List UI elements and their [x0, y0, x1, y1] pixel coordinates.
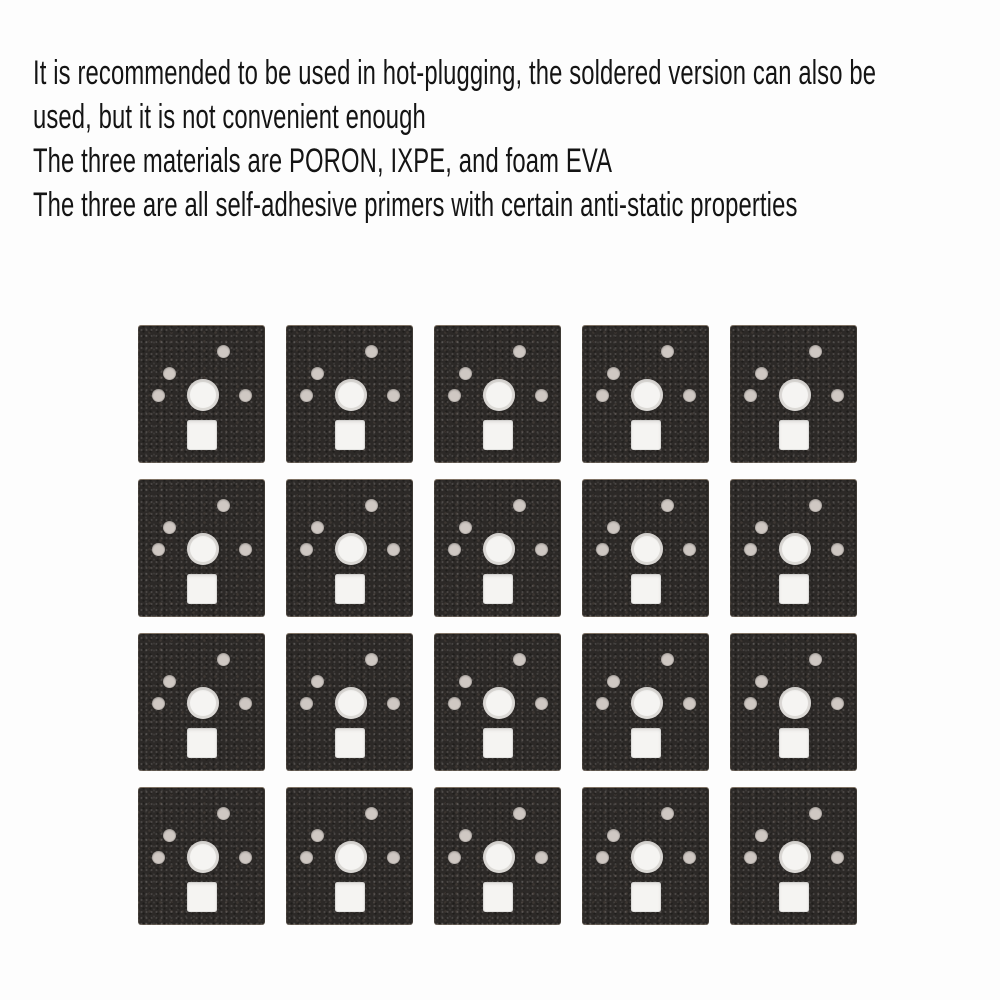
socket-square-hole	[483, 728, 513, 758]
center-post-hole	[779, 687, 811, 719]
pin-hole	[448, 389, 461, 402]
description-line: It is recommended to be used in hot-plugging, the soldered version can also be	[33, 54, 877, 92]
foam-pad	[286, 787, 413, 925]
pin-hole	[809, 653, 822, 666]
pin-hole	[152, 389, 165, 402]
socket-square-hole	[483, 420, 513, 450]
pin-hole	[683, 851, 696, 864]
center-post-hole	[631, 687, 663, 719]
pin-hole	[607, 367, 620, 380]
socket-square-hole	[779, 420, 809, 450]
pin-hole	[311, 521, 324, 534]
pin-hole	[596, 389, 609, 402]
pin-hole	[448, 543, 461, 556]
center-post-hole	[187, 841, 219, 873]
foam-pad	[138, 479, 265, 617]
pin-hole	[661, 653, 674, 666]
pin-hole	[535, 697, 548, 710]
socket-square-hole	[187, 728, 217, 758]
center-post-hole	[483, 533, 515, 565]
pin-hole	[607, 521, 620, 534]
pin-hole	[365, 499, 378, 512]
pin-hole	[744, 851, 757, 864]
foam-pad	[582, 633, 709, 771]
pin-hole	[459, 829, 472, 842]
foam-pad	[730, 633, 857, 771]
pin-hole	[163, 521, 176, 534]
pin-hole	[513, 345, 526, 358]
pin-hole	[459, 367, 472, 380]
description-line: The three materials are PORON, IXPE, and foam EVA	[33, 142, 613, 180]
socket-square-hole	[631, 882, 661, 912]
socket-square-hole	[483, 574, 513, 604]
socket-square-hole	[631, 728, 661, 758]
foam-pad	[434, 325, 561, 463]
pin-hole	[831, 389, 844, 402]
pin-hole	[387, 543, 400, 556]
pin-hole	[239, 697, 252, 710]
pin-hole	[163, 367, 176, 380]
pin-hole	[365, 345, 378, 358]
pin-hole	[239, 851, 252, 864]
center-post-hole	[631, 379, 663, 411]
foam-pad	[138, 633, 265, 771]
product-description	[33, 51, 876, 227]
pin-hole	[448, 851, 461, 864]
socket-square-hole	[187, 882, 217, 912]
pin-hole	[365, 653, 378, 666]
pin-hole	[535, 851, 548, 864]
socket-square-hole	[631, 574, 661, 604]
pin-hole	[163, 675, 176, 688]
pin-hole	[300, 543, 313, 556]
pin-hole	[448, 697, 461, 710]
pin-hole	[217, 653, 230, 666]
center-post-hole	[483, 379, 515, 411]
foam-pad	[286, 633, 413, 771]
center-post-hole	[779, 379, 811, 411]
foam-pad	[434, 787, 561, 925]
pin-hole	[387, 697, 400, 710]
foam-pad	[582, 325, 709, 463]
pin-hole	[535, 389, 548, 402]
pin-hole	[239, 389, 252, 402]
pin-hole	[683, 697, 696, 710]
pin-hole	[755, 675, 768, 688]
pin-hole	[607, 675, 620, 688]
center-post-hole	[335, 379, 367, 411]
pin-hole	[365, 807, 378, 820]
pin-hole	[809, 807, 822, 820]
pin-hole	[744, 697, 757, 710]
socket-square-hole	[335, 728, 365, 758]
foam-pad	[730, 479, 857, 617]
pin-hole	[311, 367, 324, 380]
pin-hole	[755, 829, 768, 842]
pin-hole	[163, 829, 176, 842]
pin-hole	[809, 345, 822, 358]
pin-hole	[661, 807, 674, 820]
pin-hole	[831, 697, 844, 710]
pin-hole	[152, 851, 165, 864]
pin-hole	[744, 543, 757, 556]
foam-pad	[434, 479, 561, 617]
center-post-hole	[483, 687, 515, 719]
pin-hole	[387, 389, 400, 402]
pin-hole	[311, 675, 324, 688]
pin-hole	[744, 389, 757, 402]
pin-hole	[300, 697, 313, 710]
pin-hole	[513, 499, 526, 512]
pad-grid	[138, 325, 857, 925]
pin-hole	[831, 543, 844, 556]
description-line: The three are all self-adhesive primers with certain anti-static properties	[33, 186, 798, 224]
pin-hole	[217, 345, 230, 358]
pin-hole	[755, 521, 768, 534]
pin-hole	[459, 675, 472, 688]
description-line: used, but it is not convenient enough	[33, 98, 426, 136]
pin-hole	[596, 697, 609, 710]
pin-hole	[661, 345, 674, 358]
pin-hole	[513, 653, 526, 666]
center-post-hole	[335, 687, 367, 719]
socket-square-hole	[779, 574, 809, 604]
pin-hole	[683, 543, 696, 556]
pin-hole	[152, 543, 165, 556]
pin-hole	[831, 851, 844, 864]
foam-pad	[138, 325, 265, 463]
socket-square-hole	[335, 574, 365, 604]
foam-pad	[138, 787, 265, 925]
pin-hole	[661, 499, 674, 512]
center-post-hole	[631, 841, 663, 873]
center-post-hole	[335, 841, 367, 873]
pin-hole	[217, 499, 230, 512]
foam-pad	[286, 479, 413, 617]
center-post-hole	[483, 841, 515, 873]
foam-pad	[730, 325, 857, 463]
pin-hole	[607, 829, 620, 842]
pin-hole	[755, 367, 768, 380]
center-post-hole	[779, 533, 811, 565]
pin-hole	[683, 389, 696, 402]
pin-hole	[596, 543, 609, 556]
center-post-hole	[187, 687, 219, 719]
socket-square-hole	[187, 420, 217, 450]
socket-square-hole	[779, 882, 809, 912]
socket-square-hole	[335, 420, 365, 450]
foam-pad	[582, 787, 709, 925]
pin-hole	[300, 851, 313, 864]
foam-pad	[434, 633, 561, 771]
pin-hole	[217, 807, 230, 820]
socket-square-hole	[779, 728, 809, 758]
pin-hole	[152, 697, 165, 710]
pin-hole	[459, 521, 472, 534]
pin-hole	[809, 499, 822, 512]
center-post-hole	[631, 533, 663, 565]
pin-hole	[596, 851, 609, 864]
pin-hole	[300, 389, 313, 402]
pin-hole	[513, 807, 526, 820]
pin-hole	[239, 543, 252, 556]
foam-pad	[730, 787, 857, 925]
socket-square-hole	[483, 882, 513, 912]
center-post-hole	[335, 533, 367, 565]
foam-pad	[286, 325, 413, 463]
socket-square-hole	[631, 420, 661, 450]
foam-pad	[582, 479, 709, 617]
socket-square-hole	[187, 574, 217, 604]
pin-hole	[311, 829, 324, 842]
pin-hole	[535, 543, 548, 556]
center-post-hole	[187, 533, 219, 565]
pin-hole	[387, 851, 400, 864]
socket-square-hole	[335, 882, 365, 912]
center-post-hole	[779, 841, 811, 873]
center-post-hole	[187, 379, 219, 411]
